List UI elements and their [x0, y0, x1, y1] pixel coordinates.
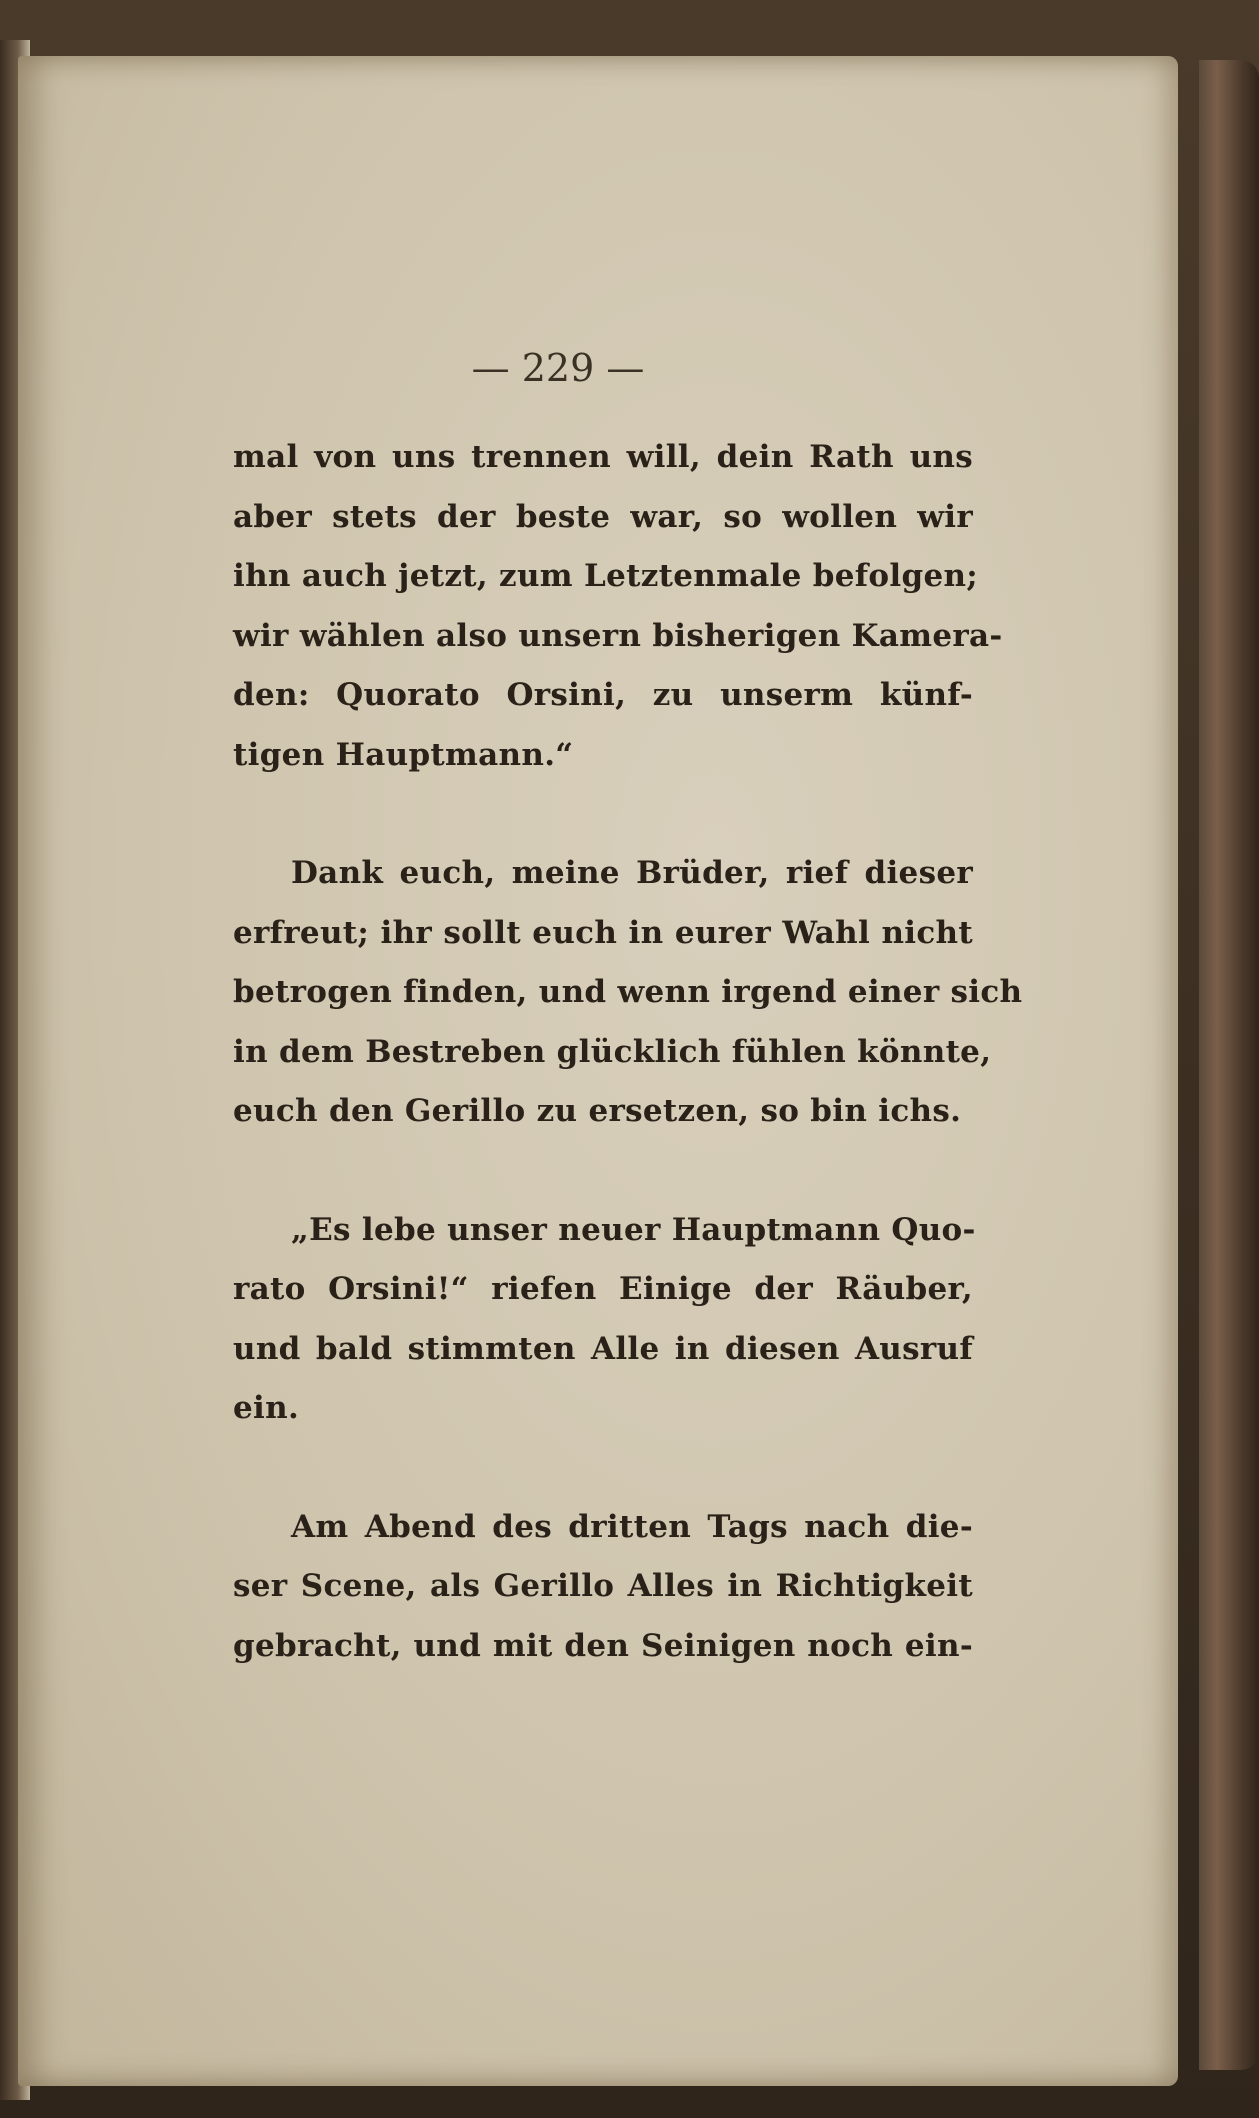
- paragraph-4: [233, 1498, 973, 1677]
- text-line: rato Orsini!“ riefen Einige der Räuber,: [233, 1271, 973, 1307]
- text-line: Dank euch, meine Brüder, rief dieser: [291, 855, 973, 891]
- paragraph-3: [233, 1201, 976, 1439]
- text-line: „Es lebe unser neuer Hauptmann Quo-: [291, 1211, 976, 1248]
- text-line: den: Quorato Orsini, zu unserm künf-: [233, 677, 973, 713]
- text-line: aber stets der beste war, so wollen wir: [233, 498, 973, 535]
- text-line: ein.: [233, 1390, 300, 1426]
- text-line: mal von uns trennen will, dein Rath uns: [233, 439, 973, 475]
- text-line: Am Abend des dritten Tags nach die-: [291, 1508, 973, 1545]
- text-line: in dem Bestreben glücklich fühlen könnte,: [233, 1033, 992, 1070]
- page-number: — 229 —: [471, 346, 645, 390]
- text-line: wir wählen also unsern bisherigen Kamera-: [233, 617, 1003, 654]
- body-text: [233, 428, 1023, 1676]
- paragraph-2: [233, 844, 1023, 1142]
- text-line: euch den Gerillo zu ersetzen, so bin ichs.: [233, 1093, 962, 1129]
- book-spine-edge: [1199, 60, 1259, 2070]
- paragraph-1: [233, 428, 1003, 785]
- text-line: tigen Hauptmann.“: [233, 736, 574, 773]
- text-line: ihn auch jetzt, zum Letztenmale befolgen;: [233, 558, 979, 594]
- text-line: betrogen finden, und wenn irgend einer sich: [233, 974, 1023, 1010]
- text-line: gebracht, und mit den Seinigen noch ein-: [233, 1627, 973, 1664]
- text-line: ser Scene, als Gerillo Alles in Richtigkeit: [233, 1568, 973, 1604]
- text-line: erfreut; ihr sollt euch in eurer Wahl nicht: [233, 914, 973, 951]
- text-line: und bald stimmten Alle in diesen Ausruf: [233, 1330, 973, 1367]
- page-paper: [18, 56, 1178, 2086]
